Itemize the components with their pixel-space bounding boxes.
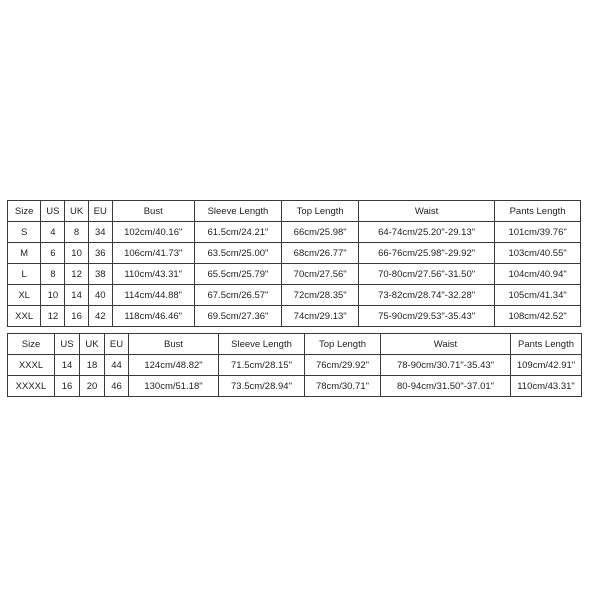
sleeve-length-cell: 61.5cm/24.21": [194, 222, 282, 243]
top-length-cell: 70cm/27.56": [282, 264, 359, 285]
top-length-cell: 68cm/26.77": [282, 243, 359, 264]
header-cell: Top Length: [305, 334, 381, 355]
sleeve-length-cell: 69.5cm/27.36": [194, 306, 282, 327]
sleeve-length-cell: 65.5cm/25.79": [194, 264, 282, 285]
waist-cell: 64-74cm/25.20"-29.13": [359, 222, 495, 243]
table-row: [8, 243, 581, 264]
pants-length-cell: 108cm/42.52": [495, 306, 581, 327]
waist-cell: 75-90cm/29.53"-35.43": [359, 306, 495, 327]
header-cell: Sleeve Length: [194, 201, 282, 222]
table-row: [8, 264, 581, 285]
top-length-cell: 78cm/30.71": [305, 376, 381, 397]
header-cell: Size: [8, 201, 41, 222]
header-cell: EU: [105, 334, 129, 355]
uk-cell: 18: [80, 355, 105, 376]
table-row: [8, 376, 582, 397]
top-length-cell: 66cm/25.98": [282, 222, 359, 243]
header-cell: US: [55, 334, 80, 355]
pants-length-cell: 101cm/39.76": [495, 222, 581, 243]
table-row: [8, 285, 581, 306]
top-length-cell: 72cm/28.35": [282, 285, 359, 306]
waist-cell: 78-90cm/30.71"-35.43": [381, 355, 511, 376]
eu-cell: 38: [88, 264, 112, 285]
uk-cell: 16: [65, 306, 88, 327]
header-cell: US: [41, 201, 65, 222]
size-cell: XL: [8, 285, 41, 306]
bust-cell: 102cm/40.16": [112, 222, 194, 243]
header-cell: Size: [8, 334, 55, 355]
uk-cell: 20: [80, 376, 105, 397]
header-row: [8, 201, 581, 222]
header-cell: Top Length: [282, 201, 359, 222]
size-chart-table-1: [7, 200, 581, 327]
eu-cell: 40: [88, 285, 112, 306]
size-cell: L: [8, 264, 41, 285]
table-row: [8, 355, 582, 376]
waist-cell: 66-76cm/25.98"-29.92": [359, 243, 495, 264]
us-cell: 16: [55, 376, 80, 397]
table-row: [8, 306, 581, 327]
bust-cell: 106cm/41.73": [112, 243, 194, 264]
size-cell: S: [8, 222, 41, 243]
us-cell: 4: [41, 222, 65, 243]
pants-length-cell: 109cm/42.91": [511, 355, 582, 376]
pants-length-cell: 110cm/43.31": [511, 376, 582, 397]
us-cell: 12: [41, 306, 65, 327]
top-length-cell: 74cm/29.13": [282, 306, 359, 327]
sleeve-length-cell: 63.5cm/25.00": [194, 243, 282, 264]
waist-cell: 80-94cm/31.50"-37.01": [381, 376, 511, 397]
header-cell: UK: [65, 201, 88, 222]
waist-cell: 70-80cm/27.56"-31.50": [359, 264, 495, 285]
header-cell: Pants Length: [511, 334, 582, 355]
us-cell: 8: [41, 264, 65, 285]
size-chart-table-2: [7, 333, 582, 397]
pants-length-cell: 104cm/40.94": [495, 264, 581, 285]
pants-length-cell: 105cm/41.34": [495, 285, 581, 306]
uk-cell: 10: [65, 243, 88, 264]
header-cell: UK: [80, 334, 105, 355]
sleeve-length-cell: 73.5cm/28.94": [219, 376, 305, 397]
size-cell: XXXL: [8, 355, 55, 376]
header-cell: Pants Length: [495, 201, 581, 222]
bust-cell: 118cm/46.46": [112, 306, 194, 327]
eu-cell: 46: [105, 376, 129, 397]
sleeve-length-cell: 67.5cm/26.57": [194, 285, 282, 306]
uk-cell: 14: [65, 285, 88, 306]
header-cell: Waist: [359, 201, 495, 222]
eu-cell: 36: [88, 243, 112, 264]
bust-cell: 124cm/48.82": [129, 355, 219, 376]
size-cell: XXL: [8, 306, 41, 327]
us-cell: 6: [41, 243, 65, 264]
size-cell: XXXXL: [8, 376, 55, 397]
us-cell: 14: [55, 355, 80, 376]
eu-cell: 44: [105, 355, 129, 376]
eu-cell: 34: [88, 222, 112, 243]
bust-cell: 114cm/44.88": [112, 285, 194, 306]
uk-cell: 8: [65, 222, 88, 243]
sleeve-length-cell: 71.5cm/28.15": [219, 355, 305, 376]
header-cell: Bust: [129, 334, 219, 355]
uk-cell: 12: [65, 264, 88, 285]
bust-cell: 110cm/43.31": [112, 264, 194, 285]
pants-length-cell: 103cm/40.55": [495, 243, 581, 264]
us-cell: 10: [41, 285, 65, 306]
header-cell: Sleeve Length: [219, 334, 305, 355]
header-row: [8, 334, 582, 355]
header-cell: Bust: [112, 201, 194, 222]
bust-cell: 130cm/51.18": [129, 376, 219, 397]
top-length-cell: 76cm/29.92": [305, 355, 381, 376]
header-cell: Waist: [381, 334, 511, 355]
table-row: [8, 222, 581, 243]
header-cell: EU: [88, 201, 112, 222]
eu-cell: 42: [88, 306, 112, 327]
waist-cell: 73-82cm/28.74"-32.28": [359, 285, 495, 306]
size-cell: M: [8, 243, 41, 264]
